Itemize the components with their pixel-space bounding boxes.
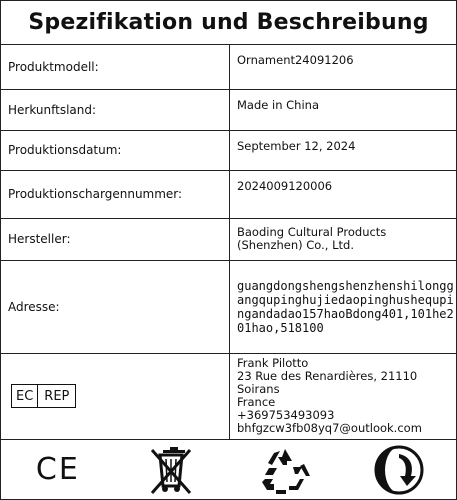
label-batch-number: Produktionschargennummer:	[1, 170, 230, 218]
ec-rep-details	[230, 353, 457, 439]
row-batch-number	[1, 170, 456, 218]
value-batch-number: 2024009120006	[230, 170, 457, 218]
label-manufacturer: Hersteller:	[1, 218, 230, 260]
row-country	[1, 89, 456, 130]
recycle-icon	[229, 446, 343, 494]
ec-rep-phone: +369753493093	[237, 408, 335, 422]
ce-mark-text: CE	[35, 452, 80, 487]
row-manufacturer	[1, 218, 456, 260]
page-title: Spezifikation und Beschreibung	[28, 10, 429, 35]
ec-rep-badge-rep: REP	[37, 385, 75, 407]
ec-rep-badge	[11, 384, 76, 408]
ec-rep-name: Frank Pilotto	[237, 356, 309, 370]
value-country: Made in China	[230, 89, 457, 130]
value-manufacturer: Baoding Cultural Products (Shenzhen) Co., Ltd.	[230, 218, 457, 260]
value-production-date: September 12, 2024	[230, 130, 457, 170]
ec-rep-email: bhfgzcw3fb08yq7@outlook.com	[237, 421, 422, 435]
ec-rep-street: 23 Rue des Renardières, 21110 Soirans	[237, 369, 418, 396]
row-address	[1, 260, 456, 353]
label-country: Herkunftsland:	[1, 89, 230, 130]
label-product-model: Produktmodell:	[1, 45, 230, 89]
value-address	[230, 260, 457, 353]
ec-rep-country: France	[237, 395, 276, 409]
symbols-row	[1, 440, 456, 500]
row-production-date	[1, 130, 456, 170]
row-product-model	[1, 45, 456, 89]
spec-table	[1, 45, 456, 440]
ec-rep-badge-cell	[1, 353, 230, 439]
weee-crossed-bin-icon	[115, 444, 229, 496]
label-address: Adresse:	[1, 260, 230, 353]
label-production-date: Produktionsdatum:	[1, 130, 230, 170]
value-product-model: Ornament24091206	[230, 45, 457, 89]
row-ec-rep	[1, 353, 456, 439]
title-row	[1, 1, 456, 45]
ec-rep-badge-ec: EC	[16, 388, 34, 404]
green-dot-icon	[342, 445, 456, 495]
ce-mark-icon	[1, 452, 115, 487]
address-text: guangdongshengshenzhenshilonggangqupinghujiedaopinghushequpingandadao157haoBdong401,101he201hao,518100	[237, 278, 454, 335]
